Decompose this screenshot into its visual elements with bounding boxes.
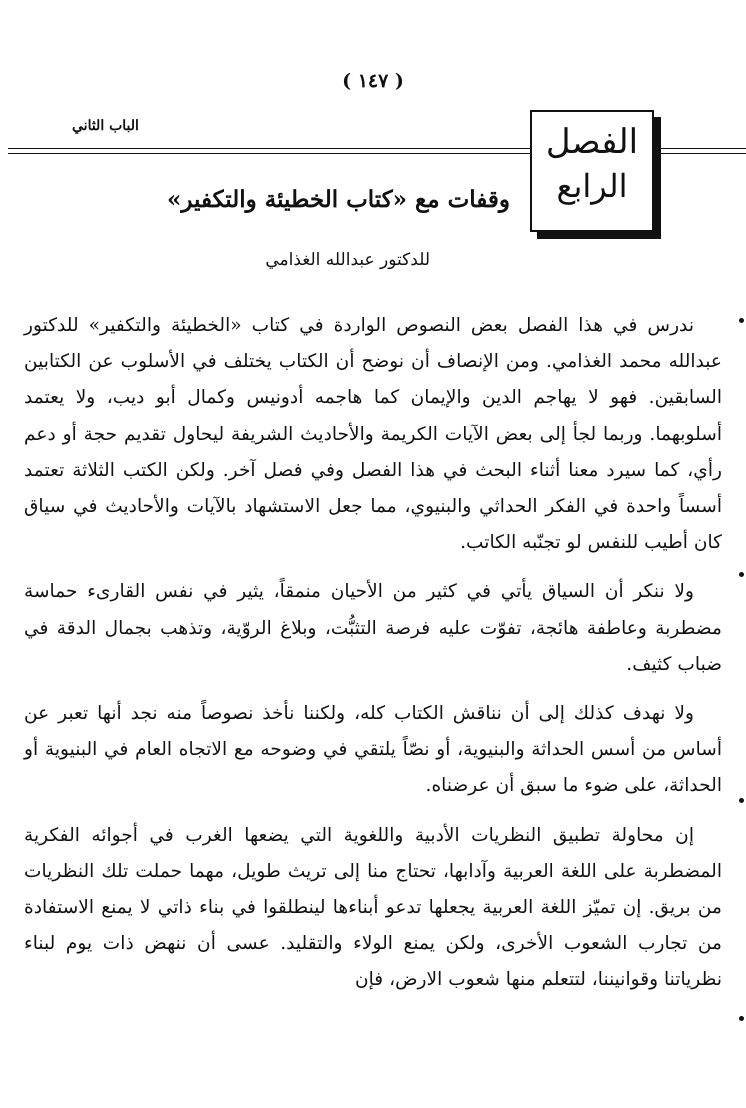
- scan-edge-mark: [739, 318, 744, 323]
- chapter-word: الفصل: [545, 122, 639, 162]
- chapter-title: وقفات مع «كتاب الخطيئة والتكفير»: [166, 186, 510, 213]
- page-number: ( ١٤٧ ): [342, 70, 404, 92]
- chapter-heading-box: [530, 110, 654, 232]
- body-text: [24, 308, 722, 999]
- paragraph: ندرس في هذا الفصل بعض النصوص الواردة في كتاب «الخطيئة والتكفير» للدكتور عبدالله محمد الغذامي. ومن الإنصاف أن نوضح أن الكتاب يختلف في الأسلوب عن الكتابين السابقين. فهو لا يهاجم الدين والإيمان كما هاجمه أدونيس وكمال أبو ديب، ولا يعتمد أسلوبهما. وربما لجأ إلى بعض الآيات الكريمة والأحاديث الشريفة ليحاول تقديم حجة أو دعم رأي، كما سيرد معنا أثناء البحث في هذا الفصل وفي فصل آخر. ولكن الكتب الثلاثة تعتمد أسساً واحدة في الفكر الحداثي والبنيوي، مما جعل الاستشهاد بالآيات والأحاديث في سياق كان أطيب للنفس لو تجنّبه الكاتب.: [24, 315, 722, 554]
- scan-edge-mark: [739, 572, 744, 577]
- paragraph: ولا ننكر أن السياق يأتي في كثير من الأحيان منمقاً، يثير في نفس القارىء حماسة مضطربة وعاطفة هائجة، تفوّت عليه فرصة التثبُّت، وبلاغ الروّية، وتذهب بجمال الدقة في ضباب كثيف.: [24, 581, 722, 675]
- paragraph: إن محاولة تطبيق النظريات الأدبية واللغوية التي يضعها الغرب في أجوائه الفكرية المضطربة على اللغة العربية وآدابها، تحتاج منا إلى تريث طويل، مهما حملت تلك النظريات من بريق. إن تميّز اللغة العربية يجعلها تدعو أبناءها لينطلقوا في بناء ذاتي لا يمنع الاستفادة من تجارب الشعوب الأخرى، ولكن يمنع الولاء والتقليد. عسى أن ننهض ذات يوم لبناء نظرياتنا وقوانيننا، لتتعلم منها شعوب الارض، فإن: [24, 824, 722, 991]
- part-label: الباب الثاني: [72, 118, 139, 134]
- scan-edge-mark: [739, 1016, 744, 1021]
- chapter-number: الرابع: [556, 167, 628, 205]
- paragraph: ولا نهدف كذلك إلى أن نناقش الكتاب كله، ولكننا نأخذ نصوصاً منه نجد أنها تعبر عن أساس من أسس الحداثة والبنيوية، أو نصّاً يلتقي في وضوحه مع الاتجاه العام في البنيوية أو الحداثة، على ضوء ما سبق أن عرضناه.: [24, 703, 722, 797]
- scan-edge-mark: [739, 798, 744, 803]
- author-line: للدكتور عبدالله الغذامي: [265, 250, 430, 270]
